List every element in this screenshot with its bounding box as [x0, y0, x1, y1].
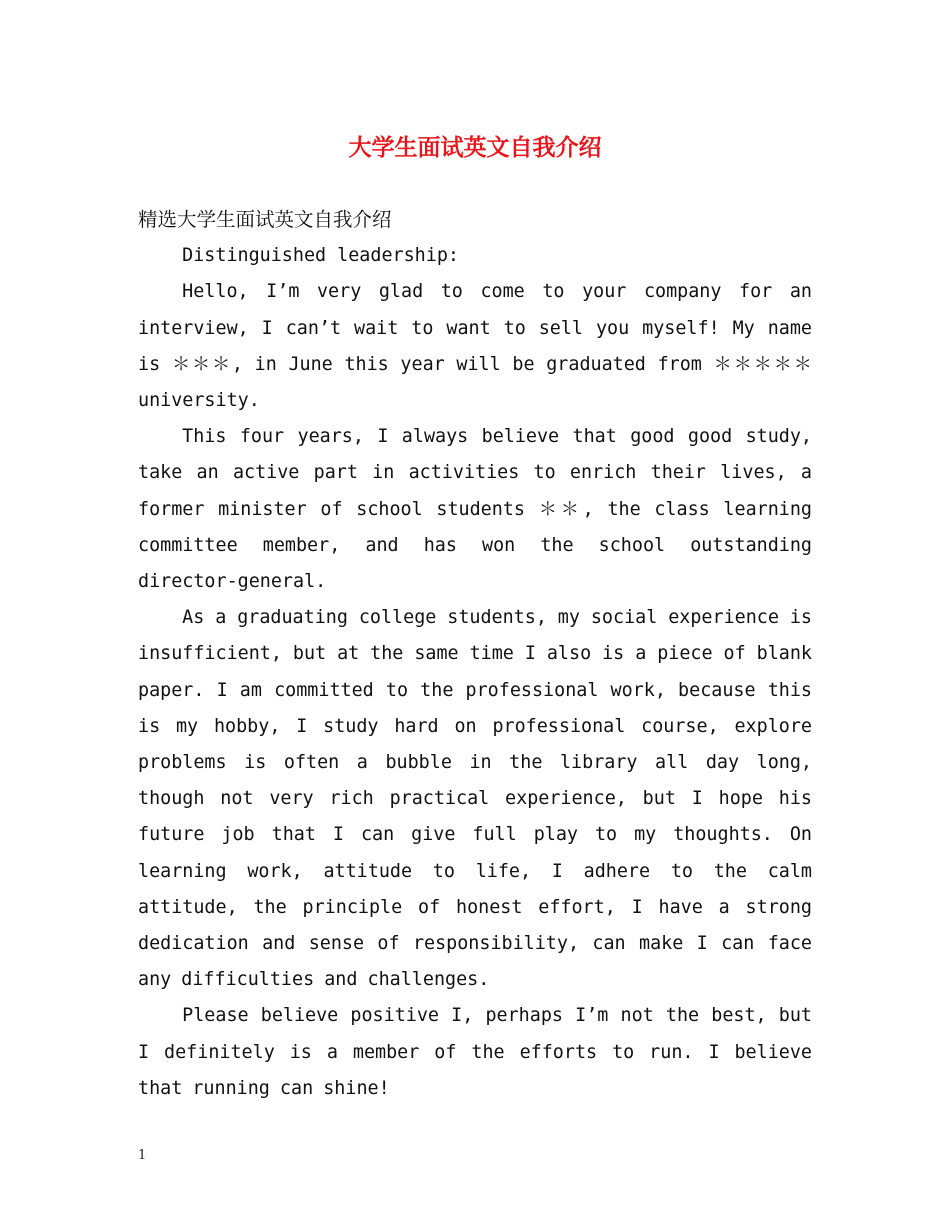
paragraph-closing: Please believe positive I, perhaps I’m not the best, but I definitely is a member of the efforts to run. I believe that running can shine!	[138, 1005, 812, 1099]
paragraph-graduating-student: As a graduating college students, my social experience is insufficient, but at the same time I also is a piece of blank paper. I am committed to the professional work, because this is my hobby, I study hard on professional course, explore problems is often a bubble in the library all day long, though not very rich practical experience, but I hope his future job that I can give full play to my thoughts. On learning work, attitude to life, I adhere to the calm attitude, the principle of honest effort, I have a strong dedication and sense of responsibility, can make I can face any difficulties and challenges.	[138, 607, 812, 991]
document-body	[138, 202, 812, 1107]
document-title: 大学生面试英文自我介绍	[348, 134, 602, 161]
paragraph-university-experience: This four years, I always believe that good good study, take an active part in activities to enrich their lives, a former minister of school students ＊＊, the class learning committee member, and has won the school outstanding director-general.	[138, 426, 812, 593]
document-subtitle: 精选大学生面试英文自我介绍	[138, 208, 392, 231]
greeting-line: Distinguished leadership:	[182, 245, 459, 267]
page-number: 1	[138, 1148, 147, 1163]
paragraph-intro: Hello, I’m very glad to come to your company for an interview, I can’t wait to want to sell you myself! My name is ＊＊＊, in June this year will be graduated from ＊＊＊＊＊ university.	[138, 281, 812, 412]
